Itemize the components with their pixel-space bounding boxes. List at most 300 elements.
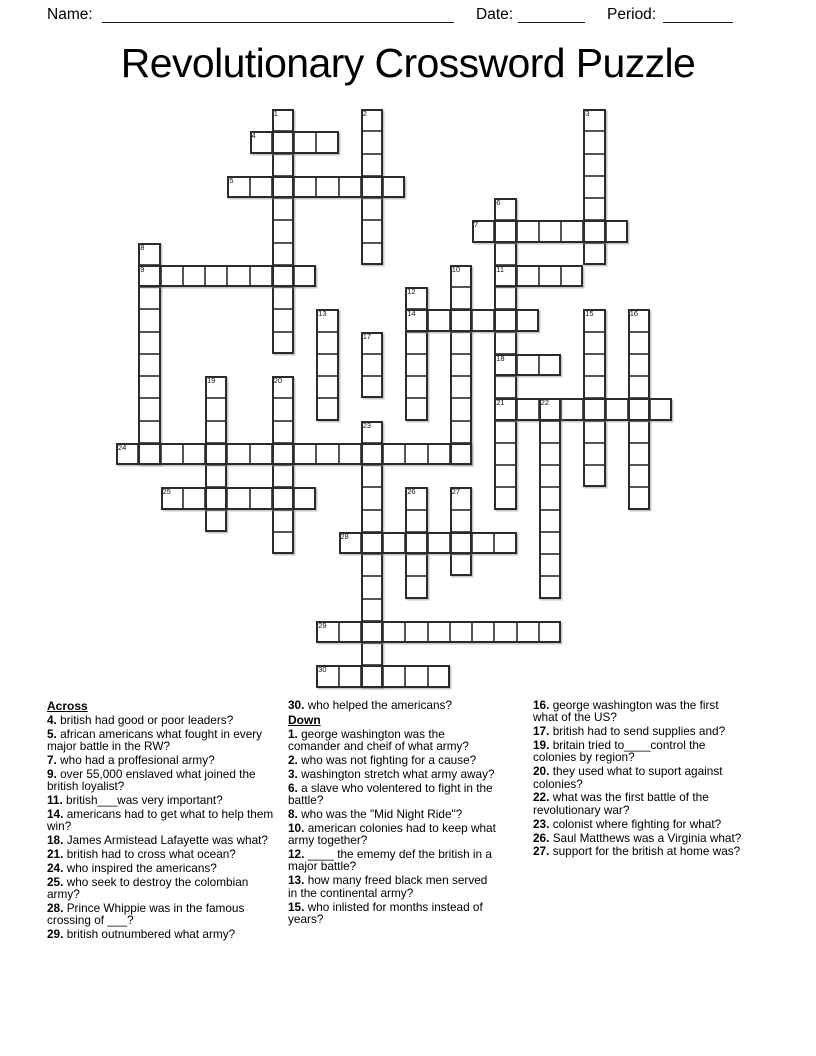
clue-item: [47, 768, 274, 793]
clue-item: [288, 808, 497, 820]
grid-cell[interactable]: [517, 265, 539, 287]
grid-cell[interactable]: [250, 443, 272, 465]
cell-number: 6: [496, 198, 501, 207]
grid-cell[interactable]: [294, 176, 316, 198]
grid-cell[interactable]: [494, 332, 516, 354]
grid-cell[interactable]: [628, 354, 650, 376]
grid-cell[interactable]: [361, 643, 383, 665]
cell-number: 9: [140, 264, 145, 274]
grid-cell[interactable]: [361, 554, 383, 576]
grid-cell[interactable]: [539, 487, 561, 509]
grid-cell[interactable]: [539, 576, 561, 598]
grid-cell[interactable]: [494, 421, 516, 443]
grid-cell[interactable]: [316, 398, 338, 420]
clue-item: [288, 901, 497, 926]
grid-cell[interactable]: [405, 332, 427, 354]
grid-cell[interactable]: [272, 176, 294, 198]
grid-cell[interactable]: [383, 621, 405, 643]
clue-text: who seek to destroy the colombian army?: [47, 874, 249, 902]
clue-number: 21.: [47, 847, 67, 862]
grid-cell[interactable]: [205, 421, 227, 443]
across-clues-list: [47, 714, 274, 941]
grid-cell[interactable]: [361, 510, 383, 532]
grid-cell[interactable]: [517, 354, 539, 376]
across-clue-30-slot: [288, 699, 497, 711]
clue-item: [533, 765, 744, 790]
grid-cell[interactable]: [272, 131, 294, 153]
clue-text: britain tried to____control the colonies by region?: [533, 738, 706, 765]
grid-cell[interactable]: [205, 510, 227, 532]
grid-cell[interactable]: [361, 154, 383, 176]
cell-number: 13: [318, 309, 327, 319]
clue-item: [47, 714, 274, 726]
grid-cell[interactable]: [494, 287, 516, 309]
grid-cell[interactable]: [361, 176, 383, 198]
grid-cell[interactable]: [294, 443, 316, 465]
grid-cell[interactable]: [539, 220, 561, 242]
clue-text: who was not fighting for a cause?: [301, 753, 477, 768]
clue-number: 27.: [533, 844, 553, 859]
grid-cell[interactable]: [405, 443, 427, 465]
grid-cell[interactable]: [294, 131, 316, 153]
clue-text: they used what to suport against colonies?: [533, 764, 723, 791]
grid-cell[interactable]: [339, 621, 361, 643]
cell-number: 4: [251, 131, 256, 141]
clue-number: 30.: [288, 698, 308, 712]
clue-text: who helped the americans?: [307, 698, 452, 712]
cell-number: 23: [362, 420, 372, 430]
grid-cell[interactable]: [272, 287, 294, 309]
across-header: Across: [47, 699, 88, 713]
grid-cell[interactable]: [272, 309, 294, 331]
middle-clues-column: [288, 699, 497, 927]
grid-cell[interactable]: [628, 376, 650, 398]
grid-cell[interactable]: [561, 265, 583, 287]
grid-cell[interactable]: [539, 621, 561, 643]
clue-item: [47, 728, 274, 753]
cell-number: 11: [496, 264, 505, 274]
clue-number: 16.: [533, 698, 553, 712]
grid-cell[interactable]: [272, 465, 294, 487]
grid-cell[interactable]: [405, 510, 427, 532]
grid-cell[interactable]: [361, 621, 383, 643]
cell-number: 21: [496, 398, 505, 408]
grid-cell[interactable]: [450, 510, 472, 532]
clue-number: 20.: [533, 764, 553, 779]
clue-number: 8.: [288, 807, 302, 822]
clue-item: [47, 834, 274, 846]
clue-item: [533, 832, 744, 844]
clue-item: [47, 794, 274, 806]
grid-cell[interactable]: [494, 220, 516, 242]
grid-cell[interactable]: [272, 532, 294, 554]
clue-item: [47, 808, 274, 833]
clue-number: 25.: [47, 874, 67, 889]
grid-cell[interactable]: [494, 621, 516, 643]
date-label: Date:: [476, 6, 514, 23]
clue-text: support for the british at home was?: [552, 844, 741, 859]
grid-cell[interactable]: [628, 398, 650, 420]
cell-number: 18: [496, 353, 505, 363]
grid-cell[interactable]: [450, 376, 472, 398]
grid-cell[interactable]: [583, 243, 605, 265]
clue-number: 29.: [47, 927, 67, 942]
grid-cell[interactable]: [183, 265, 205, 287]
cell-number: 3: [585, 109, 590, 118]
cell-number: 15: [585, 309, 594, 319]
grid-cell[interactable]: [316, 354, 338, 376]
across-clues-column: [47, 699, 274, 942]
grid-cell[interactable]: [428, 665, 450, 687]
clue-number: 1.: [288, 726, 302, 741]
clue-item: [288, 874, 497, 899]
cell-number: 20: [273, 376, 283, 385]
clue-item: [288, 822, 497, 847]
grid-cell[interactable]: [138, 309, 160, 331]
grid-cell[interactable]: [405, 376, 427, 398]
grid-cell[interactable]: [361, 532, 383, 554]
clue-text: george washington was the first what of the US?: [533, 698, 719, 725]
cell-number: 12: [407, 287, 416, 296]
clue-text: american colonies had to keep what army together?: [288, 820, 496, 848]
grid-cell[interactable]: [450, 443, 472, 465]
grid-cell[interactable]: [205, 265, 227, 287]
grid-cell[interactable]: [583, 198, 605, 220]
grid-cell[interactable]: [361, 465, 383, 487]
grid-cell[interactable]: [494, 309, 516, 331]
clue-text: James Armistead Lafayette was what?: [66, 833, 268, 848]
cell-number: 2: [362, 109, 367, 118]
grid-cell[interactable]: [272, 332, 294, 354]
clue-item: [533, 699, 744, 724]
clue-number: 18.: [47, 833, 67, 848]
clue-text: americans had to get what to help them win?: [47, 807, 274, 834]
grid-cell[interactable]: [272, 220, 294, 242]
clue-text: british outnumbered what army?: [66, 927, 236, 942]
grid-cell[interactable]: [161, 443, 183, 465]
grid-cell[interactable]: [272, 510, 294, 532]
page-title: Revolutionary Crossword Puzzle: [120, 40, 696, 86]
grid-cell[interactable]: [361, 131, 383, 153]
clue-text: Saul Matthews was a Virginia what?: [552, 830, 742, 845]
grid-cell[interactable]: [405, 398, 427, 420]
cell-number: 7: [474, 220, 479, 230]
grid-cell[interactable]: [183, 487, 205, 509]
grid-cell[interactable]: [205, 487, 227, 509]
clue-number: 2.: [288, 753, 302, 768]
cell-number: 27: [451, 487, 461, 497]
grid-cell[interactable]: [205, 398, 227, 420]
grid-cell[interactable]: [450, 621, 472, 643]
grid-cell[interactable]: [272, 265, 294, 287]
grid-cell[interactable]: [583, 354, 605, 376]
grid-cell[interactable]: [405, 621, 427, 643]
grid-cell[interactable]: [339, 176, 361, 198]
grid-cell[interactable]: [316, 176, 338, 198]
clue-text: ____ the ememy def the british in a major battle?: [288, 847, 492, 874]
grid-cell[interactable]: [561, 220, 583, 242]
grid-cell[interactable]: [472, 532, 494, 554]
grid-cell[interactable]: [606, 398, 628, 420]
grid-cell[interactable]: [539, 465, 561, 487]
clue-text: what was the first battle of the revolutionary war?: [533, 790, 709, 817]
cell-number: 25: [162, 487, 171, 497]
clue-text: who was the "Mid Night Ride"?: [301, 807, 463, 822]
grid-cell[interactable]: [450, 554, 472, 576]
clue-item: [533, 845, 744, 857]
grid-cell[interactable]: [405, 354, 427, 376]
clue-text: george washington was the comander and cheif of what army?: [288, 726, 469, 754]
grid-cell[interactable]: [450, 309, 472, 331]
clue-number: 6.: [288, 780, 302, 795]
clue-item: [47, 848, 274, 860]
grid-cell[interactable]: [316, 332, 338, 354]
clue-number: 15.: [288, 899, 308, 914]
grid-cell[interactable]: [494, 465, 516, 487]
clue-item: [47, 754, 274, 766]
clue-text: washington stretch what army away?: [301, 766, 495, 781]
grid-cell[interactable]: [583, 398, 605, 420]
grid-cell[interactable]: [138, 376, 160, 398]
grid-cell[interactable]: [494, 443, 516, 465]
grid-cell[interactable]: [494, 376, 516, 398]
grid-cell[interactable]: [138, 332, 160, 354]
cell-number: 24: [118, 442, 127, 452]
grid-cell[interactable]: [583, 332, 605, 354]
grid-cell[interactable]: [361, 576, 383, 598]
grid-cell[interactable]: [539, 554, 561, 576]
clue-item: [533, 739, 744, 764]
grid-cell[interactable]: [383, 443, 405, 465]
clue-text: a slave who volentered to fight in the battle?: [288, 780, 493, 808]
grid-cell[interactable]: [405, 665, 427, 687]
grid-cell[interactable]: [316, 131, 338, 153]
grid-cell[interactable]: [583, 176, 605, 198]
grid-cell[interactable]: [583, 376, 605, 398]
grid-cell[interactable]: [517, 309, 539, 331]
clue-text: british had good or poor leaders?: [60, 713, 234, 727]
grid-cell[interactable]: [272, 243, 294, 265]
grid-cell[interactable]: [450, 287, 472, 309]
clue-number: 10.: [288, 820, 308, 835]
grid-cell[interactable]: [250, 265, 272, 287]
down-clues-list-2: [533, 699, 744, 858]
grid-cell[interactable]: [450, 354, 472, 376]
cell-number: 16: [629, 309, 639, 319]
grid-cell[interactable]: [272, 398, 294, 420]
clue-text: Prince Whippie was in the famous crossing of ___?: [47, 901, 245, 928]
cell-number: 5: [229, 175, 234, 185]
clue-number: 23.: [533, 816, 553, 831]
clue-number: 17.: [533, 724, 553, 739]
clue-item: [288, 848, 497, 873]
grid-cell[interactable]: [517, 398, 539, 420]
grid-cell[interactable]: [583, 421, 605, 443]
clue-text: over 55,000 enslaved what joined the british loyalist?: [47, 766, 256, 794]
grid-cell[interactable]: [272, 487, 294, 509]
grid-cell[interactable]: [428, 443, 450, 465]
grid-cell[interactable]: [628, 443, 650, 465]
clue-number: 19.: [533, 738, 553, 753]
grid-cell[interactable]: [539, 443, 561, 465]
clue-item: [533, 791, 744, 816]
grid-cell[interactable]: [205, 465, 227, 487]
grid-cell[interactable]: [383, 665, 405, 687]
clue-text: african americans what fought in every major battle in the RW?: [47, 726, 263, 754]
grid-cell[interactable]: [205, 443, 227, 465]
clue-item: [47, 862, 274, 874]
down-header: Down: [288, 712, 321, 727]
grid-cell[interactable]: [472, 621, 494, 643]
grid-cell[interactable]: [583, 465, 605, 487]
grid-cell[interactable]: [650, 398, 672, 420]
grid-cell[interactable]: [294, 487, 316, 509]
clue-number: 7.: [47, 753, 61, 768]
grid-cell[interactable]: [339, 665, 361, 687]
clue-number: 24.: [47, 861, 67, 876]
grid-cell[interactable]: [494, 243, 516, 265]
clue-number: 12.: [288, 847, 308, 862]
cell-number: 29: [318, 620, 327, 630]
grid-cell[interactable]: [138, 287, 160, 309]
grid-cell[interactable]: [361, 599, 383, 621]
grid-cell[interactable]: [405, 554, 427, 576]
clue-item: [47, 902, 274, 927]
grid-cell[interactable]: [161, 265, 183, 287]
clue-item: [288, 768, 497, 780]
grid-cell[interactable]: [517, 220, 539, 242]
grid-cell[interactable]: [539, 354, 561, 376]
grid-cell[interactable]: [339, 443, 361, 465]
grid-cell[interactable]: [250, 487, 272, 509]
grid-cell[interactable]: [138, 354, 160, 376]
grid-cell[interactable]: [539, 421, 561, 443]
clue-number: 22.: [533, 790, 553, 805]
grid-cell[interactable]: [361, 443, 383, 465]
grid-cell[interactable]: [227, 265, 249, 287]
cell-number: 19: [207, 376, 216, 385]
grid-cell[interactable]: [316, 443, 338, 465]
clue-item: [288, 728, 497, 753]
clue-text: who inlisted for months instead of years?: [288, 899, 483, 926]
grid-cell[interactable]: [183, 443, 205, 465]
grid-cell[interactable]: [361, 487, 383, 509]
grid-cell[interactable]: [628, 421, 650, 443]
clue-number: 5.: [47, 726, 61, 741]
grid-cell[interactable]: [628, 332, 650, 354]
clue-number: 11.: [47, 793, 67, 808]
clue-item: [533, 818, 744, 830]
grid-cell[interactable]: [494, 487, 516, 509]
grid-cell[interactable]: [227, 443, 249, 465]
grid-cell[interactable]: [383, 532, 405, 554]
clue-item: [288, 699, 497, 711]
cell-number: 8: [140, 242, 145, 252]
grid-cell[interactable]: [539, 532, 561, 554]
down-clues-list-1: [288, 728, 497, 925]
period-label: Period:: [607, 6, 657, 23]
clue-number: 28.: [47, 901, 67, 916]
right-clues-column: [533, 699, 744, 859]
clue-number: 9.: [47, 766, 61, 781]
clue-item: [533, 725, 744, 737]
grid-cell[interactable]: [428, 621, 450, 643]
grid-cell[interactable]: [272, 154, 294, 176]
clue-text: who inspired the americans?: [66, 861, 217, 876]
cell-number: 10: [451, 264, 461, 274]
grid-cell[interactable]: [361, 354, 383, 376]
clue-item: [47, 928, 274, 940]
grid-cell[interactable]: [361, 665, 383, 687]
grid-cell[interactable]: [361, 243, 383, 265]
cell-number: 14: [407, 309, 416, 319]
cell-number: 22: [540, 398, 550, 408]
clue-item: [288, 782, 497, 807]
grid-cell[interactable]: [583, 131, 605, 153]
grid-cell[interactable]: [272, 421, 294, 443]
grid-cell[interactable]: [517, 621, 539, 643]
cell-number: 26: [407, 487, 416, 497]
grid-cell[interactable]: [450, 532, 472, 554]
grid-cell[interactable]: [583, 220, 605, 242]
grid-cell[interactable]: [428, 309, 450, 331]
grid-cell[interactable]: [428, 532, 450, 554]
grid-cell[interactable]: [583, 154, 605, 176]
grid-cell[interactable]: [138, 398, 160, 420]
grid-cell[interactable]: [405, 576, 427, 598]
grid-cell[interactable]: [606, 220, 628, 242]
grid-cell[interactable]: [628, 465, 650, 487]
grid-cell[interactable]: [539, 510, 561, 532]
clue-number: 14.: [47, 807, 67, 822]
grid-cell[interactable]: [250, 176, 272, 198]
clue-text: british___was very important?: [66, 793, 223, 808]
grid-cell[interactable]: [272, 443, 294, 465]
clue-text: who had a proffesional army?: [60, 753, 215, 768]
grid-cell[interactable]: [361, 198, 383, 220]
grid-cell[interactable]: [450, 398, 472, 420]
grid-cell[interactable]: [138, 421, 160, 443]
grid-cell[interactable]: [628, 487, 650, 509]
clue-text: british had to send supplies and?: [552, 724, 726, 739]
grid-cell[interactable]: [361, 376, 383, 398]
clue-text: british had to cross what ocean?: [66, 847, 236, 862]
grid-cell[interactable]: [583, 443, 605, 465]
clue-number: 26.: [533, 830, 553, 845]
grid-cell[interactable]: [272, 198, 294, 220]
cell-number: 17: [362, 331, 372, 341]
grid-cell[interactable]: [494, 532, 516, 554]
grid-cell[interactable]: [361, 220, 383, 242]
cell-number: 1: [273, 109, 278, 118]
grid-cell[interactable]: [405, 532, 427, 554]
grid-cell[interactable]: [472, 309, 494, 331]
grid-cell[interactable]: [227, 487, 249, 509]
grid-cell[interactable]: [383, 176, 405, 198]
grid-cell[interactable]: [561, 398, 583, 420]
grid-cell[interactable]: [316, 376, 338, 398]
grid-cell[interactable]: [450, 332, 472, 354]
clue-item: [47, 876, 274, 901]
grid-cell[interactable]: [450, 421, 472, 443]
grid-cell[interactable]: [539, 265, 561, 287]
clue-text: how many freed black men served in the continental army?: [288, 873, 488, 900]
clue-text: colonist where fighting for what?: [552, 816, 722, 831]
cell-number: 30: [318, 665, 327, 675]
grid-cell[interactable]: [294, 265, 316, 287]
grid-cell[interactable]: [138, 443, 160, 465]
clue-item: [288, 754, 497, 766]
